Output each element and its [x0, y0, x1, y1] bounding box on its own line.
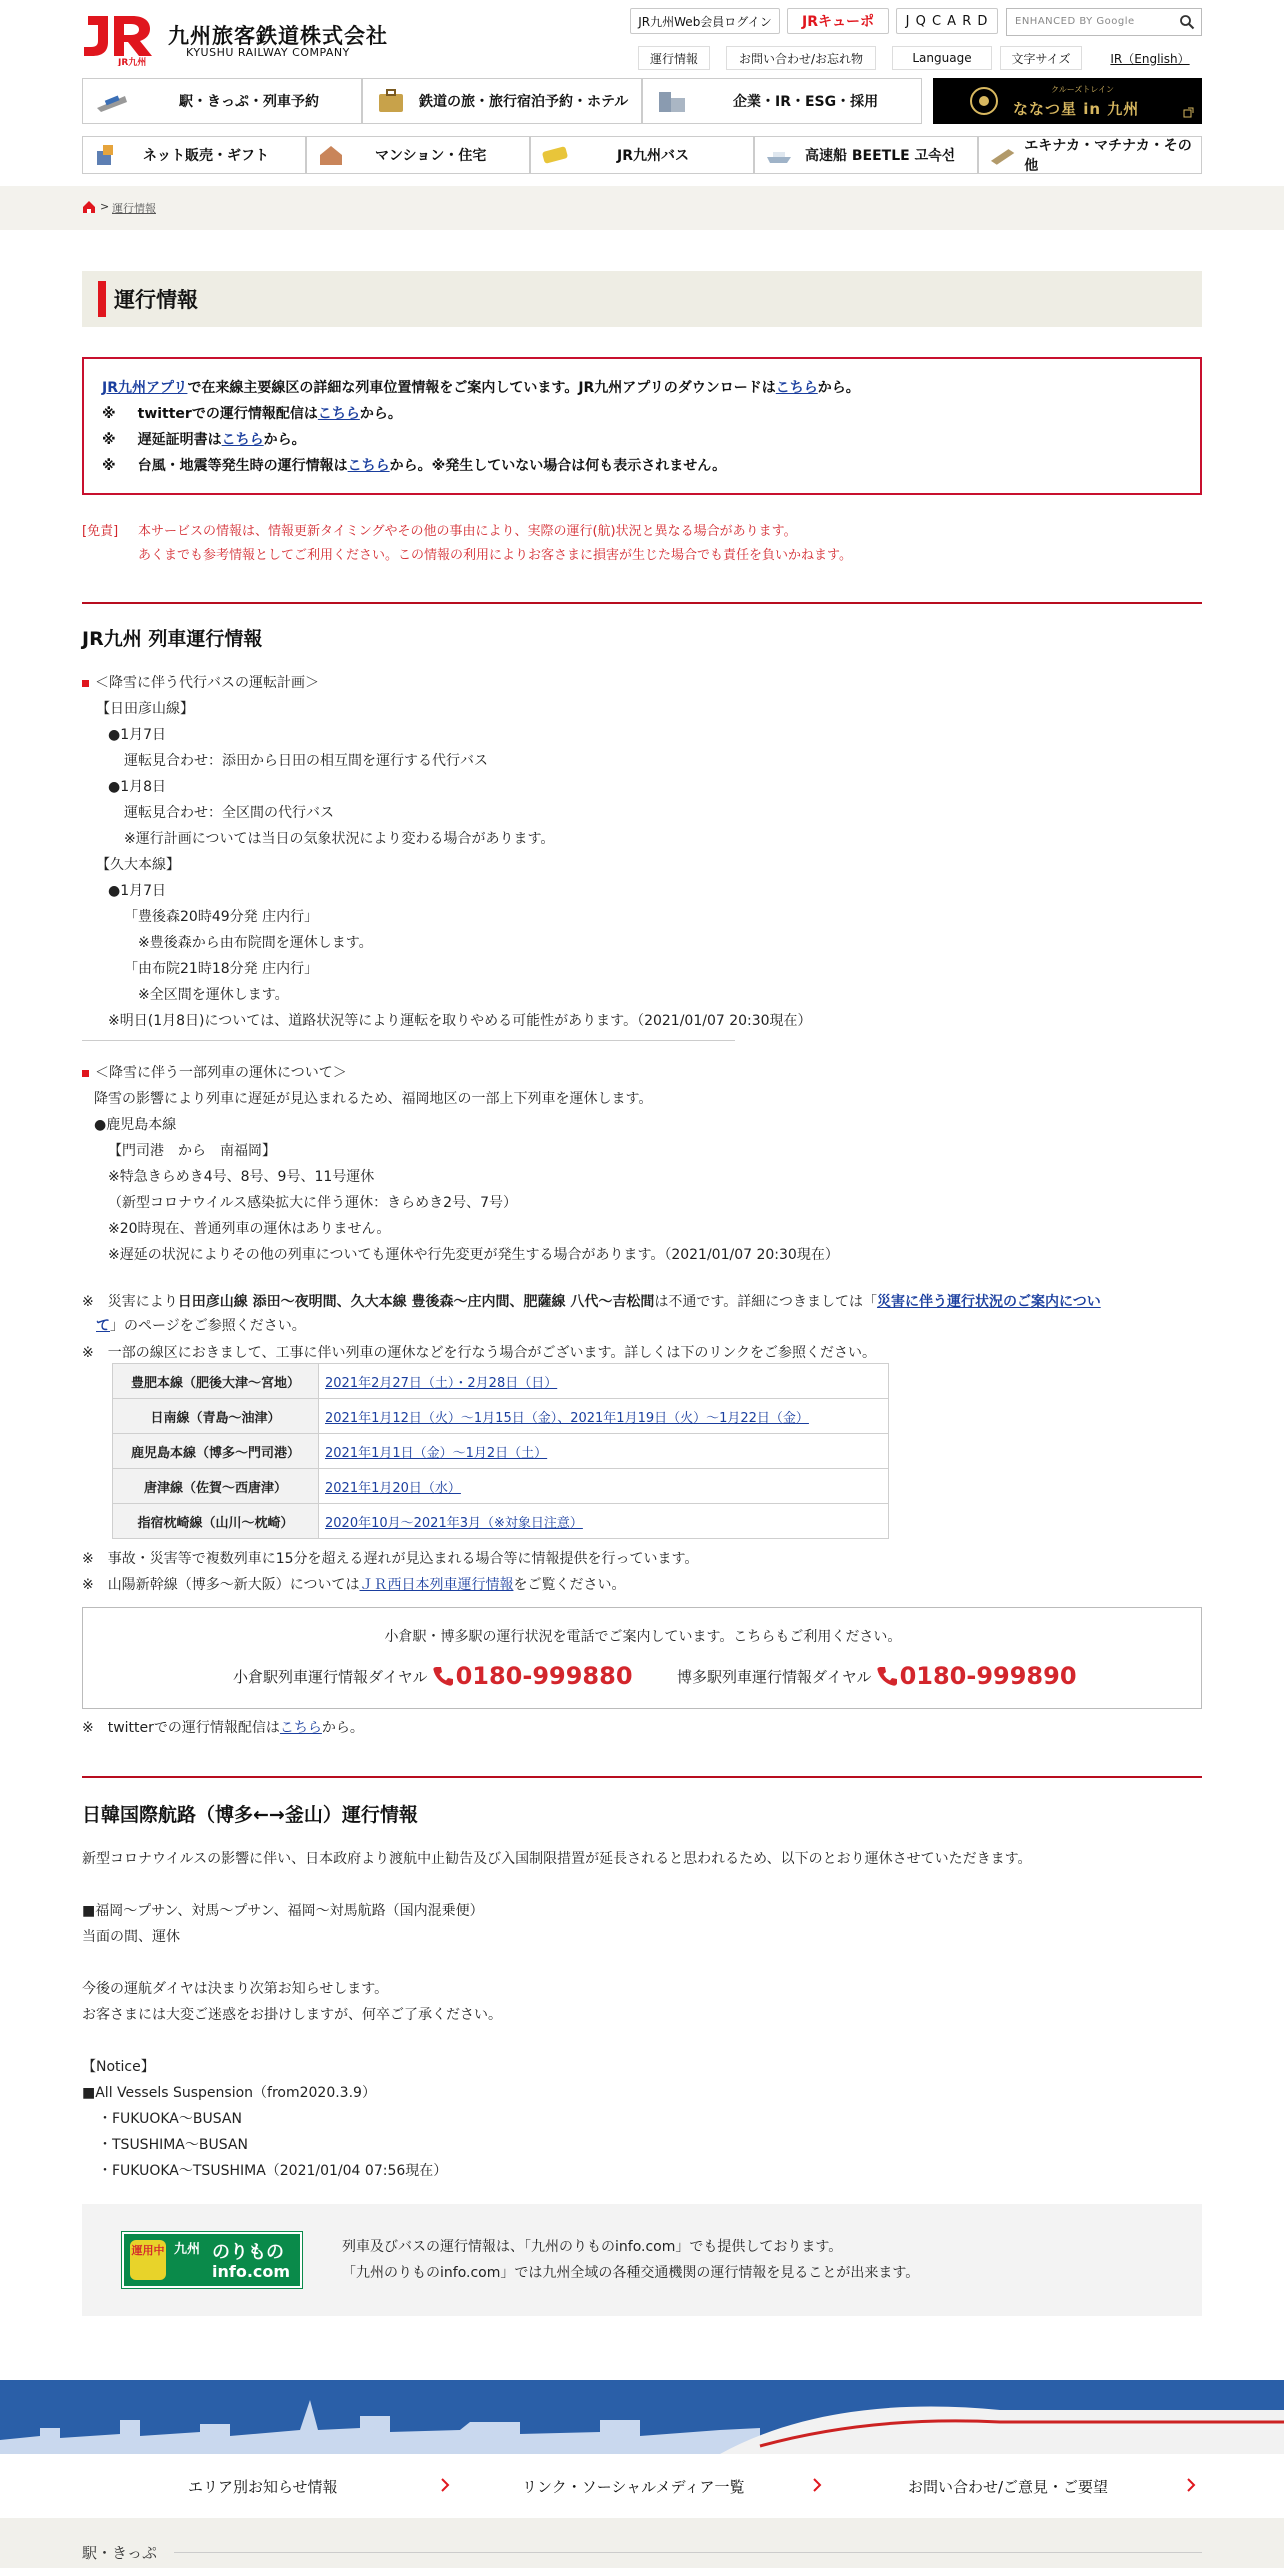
gift-icon	[93, 143, 121, 167]
cancellation-title: ＜降雪に伴う一部列車の運休について＞	[82, 1062, 347, 1082]
ferry-line: 【Notice】	[82, 2059, 155, 2075]
twitter-note: ※ twitterでの運行情報配信はこちらから。	[82, 1720, 364, 1736]
noriinfo-logo-top: 九州	[174, 2242, 201, 2257]
header-link-ir-english[interactable]: IR（English）	[1098, 46, 1202, 70]
table-row	[113, 1504, 889, 1539]
footer-sitemap	[0, 2518, 1284, 2568]
delay-certificate-link[interactable]: こちら	[221, 432, 264, 448]
table-row	[113, 1399, 889, 1434]
header-link-operation[interactable]: 運行情報	[638, 46, 710, 70]
suitcase-icon	[375, 88, 409, 114]
hakata-phone-number[interactable]: 0180-999890	[899, 1662, 1077, 1690]
nav-ekinaka[interactable]	[978, 136, 1202, 174]
notice-l1-end: から。	[817, 380, 860, 396]
noriinfo-logo-sub: info.com	[212, 2262, 291, 2281]
line-kagoshima: ●鹿児島本線	[94, 1117, 177, 1133]
breadcrumb	[0, 186, 1284, 230]
site-search-input[interactable]	[1006, 8, 1202, 36]
bus-icon	[541, 143, 569, 167]
accident-note: ※ 事故・災害等で複数列車に15分を超える遅れが見込まれる場合等に情報提供を行っています。	[82, 1551, 699, 1567]
breadcrumb-current[interactable]: 運行情報	[112, 202, 156, 215]
footer-divider	[174, 2552, 1202, 2553]
info-line: ※全区間を運休します。	[138, 987, 289, 1003]
nanatsuboshi-emblem-icon	[969, 86, 999, 116]
footer-link-social[interactable]: リンク・ソーシャルメディア一覧	[522, 2478, 745, 2496]
building-icon	[655, 88, 689, 114]
typhoon-info-link[interactable]: こちら	[347, 458, 390, 474]
ferry-line: ■福岡〜プサン、対馬〜プサン、福岡〜対馬航路（国内混乗便）	[82, 1903, 484, 1919]
nav-online-shop-label: ネット販売・ギフト	[143, 148, 269, 164]
info-line: ※20時現在、普通列車の運休はありません。	[108, 1221, 391, 1237]
table-line-name: 指宿枕崎線（山川～枕崎）	[113, 1504, 319, 1539]
search-icon[interactable]	[1179, 14, 1195, 30]
table-period-link[interactable]: 2021年1月20日（水）	[325, 1480, 461, 1496]
noriinfo-logo-main: のりもの	[212, 2242, 284, 2263]
header-link-font-size[interactable]: 文字サイズ	[1000, 46, 1082, 70]
chevron-right-icon	[1186, 2478, 1196, 2492]
info-line: ※遅延の状況によりその他の列車についても運休や行先変更が発生する場合があります。（2021/01/07 20:30現在）	[108, 1247, 839, 1263]
notice-l3-end: から。	[263, 432, 306, 448]
red-square-icon	[82, 1070, 89, 1077]
ferry-line: 今後の運航ダイヤは決まり次第お知らせします。	[82, 1981, 389, 1997]
title-accent	[98, 281, 106, 317]
info-line: 「豊後森20時49分発 庄内行」	[124, 909, 319, 925]
twitter-link-2[interactable]: こちら	[279, 1720, 322, 1736]
jr-kyushu-logo[interactable]	[82, 14, 156, 66]
breadcrumb-separator: >	[100, 200, 110, 213]
table-row	[113, 1364, 889, 1399]
notice-l4-text: 台風・地震等発生時の運行情報は	[137, 458, 348, 474]
kokura-phone-number[interactable]: 0180-999880	[455, 1662, 633, 1690]
logo-sub-text: JR九州	[118, 58, 147, 66]
table-line-name: 鹿児島本線（博多～門司港）	[113, 1434, 319, 1469]
info-separator	[82, 1040, 735, 1041]
noriinfo-line-1: 列車及びバスの運行情報は、「九州のりものinfo.com」でも提供しております。	[342, 2239, 843, 2255]
nav-beetle[interactable]	[754, 136, 978, 174]
nav-housing[interactable]	[306, 136, 530, 174]
footer-link-area-news[interactable]: エリア別お知らせ情報	[188, 2478, 338, 2496]
external-link-icon	[1183, 107, 1194, 118]
nav-online-shop[interactable]	[82, 136, 306, 174]
disclaimer-tag: [免責]	[82, 524, 119, 539]
table-row	[113, 1434, 889, 1469]
notice-l1-text: で在来線主要線区の詳細な列車位置情報をご案内しています。JR九州アプリのダウンロードは	[187, 380, 776, 396]
info-line: 降雪の影響により列車に遅延が見込まれるため、福岡地区の一部上下列車を運休します。	[94, 1091, 653, 1107]
header-link-language[interactable]: Language	[892, 46, 992, 70]
line-kyudai: 【久大本線】	[96, 857, 180, 873]
jqcard-button[interactable]: J Q C A R D	[896, 8, 998, 34]
company-name-en: KYUSHU RAILWAY COMPANY	[186, 46, 350, 59]
train-icon	[95, 88, 129, 114]
notice-l4-end: から。※発生していない場合は何も表示されません。	[389, 458, 727, 474]
notice-l2-end: から。	[359, 406, 402, 422]
nav-bus[interactable]	[530, 136, 754, 174]
ferry-line: ・FUKUOKA〜BUSAN	[98, 2111, 242, 2127]
nanatsuboshi-banner[interactable]	[933, 78, 1202, 124]
disaster-info-link-cont[interactable]: て	[96, 1318, 110, 1334]
section-divider	[82, 602, 1202, 604]
phone-icon	[432, 1665, 454, 1687]
noriinfo-line-2: 「九州のりものinfo.com」では九州全域の各種交通機関の運行情報を見ることが出来ます。	[342, 2265, 920, 2281]
nav-bus-label: JR九州バス	[617, 148, 689, 164]
red-square-icon	[82, 680, 89, 687]
info-line: 運転見合わせ：添田から日田の相互間を運行する代行バス	[124, 753, 488, 769]
notice-box	[82, 357, 1202, 495]
noriinfo-logo[interactable]	[122, 2232, 302, 2288]
chevron-right-icon	[812, 2478, 822, 2492]
nanatsuboshi-top: クルーズトレイン	[1051, 85, 1114, 94]
twitter-link[interactable]: こちら	[317, 406, 360, 422]
notice-mark: ※	[102, 458, 116, 474]
info-line: （新型コロナウイルス感染拡大に伴う運休：きらめき2号、7号）	[108, 1195, 517, 1211]
qpo-button[interactable]: JRキューポ	[787, 8, 889, 34]
noriinfo-badge: 運用中	[130, 2240, 166, 2280]
info-line: ※豊後森から由布院間を運休します。	[138, 935, 373, 951]
table-period-link[interactable]: 2021年1月1日（金）～1月2日（土）	[325, 1445, 548, 1461]
disclaimer-line-1: 本サービスの情報は、情報更新タイミングやその他の事由により、実際の運行(航)状況と異なる場合があります。	[138, 524, 797, 539]
jr-west-link[interactable]: ＪＲ西日本列車運行情報	[359, 1577, 514, 1593]
date-line: ●1月7日	[108, 727, 167, 743]
ferry-heading: 日韓国際航路（博多←→釜山）運行情報	[82, 1804, 418, 1826]
nav-station-ticket[interactable]	[82, 78, 362, 124]
nav-rail-travel[interactable]	[362, 78, 642, 124]
table-period-link[interactable]: 2021年1月12日（火）～1月15日（金）、2021年1月19日（火）～1月22日（金）	[325, 1410, 809, 1426]
page-title: 運行情報	[114, 288, 198, 312]
nav-housing-label: マンション・住宅	[375, 148, 487, 164]
construction-table	[112, 1363, 889, 1539]
member-login-button[interactable]: JR九州Web会員ログイン	[630, 8, 780, 34]
bus-plan-title: ＜降雪に伴う代行バスの運転計画＞	[82, 672, 319, 692]
notice-l2-text: twitterでの運行情報配信は	[137, 406, 318, 422]
ferry-line: 新型コロナウイルスの影響に伴い、日本政府より渡航中止勧告及び入国制限措置が延長されると思われるため、以下のとおり運休させていただきます。	[82, 1851, 1032, 1867]
info-line: 【門司港 から 南福岡】	[108, 1143, 276, 1159]
section-divider	[82, 1776, 1202, 1778]
table-row	[113, 1469, 889, 1504]
nav-beetle-label: 高速船 BEETLE 고속선	[805, 148, 956, 164]
works-note: ※ 一部の線区におきまして、工事に伴い列車の運休などを行なう場合がございます。詳しくは下のリンクをご参照ください。	[82, 1345, 877, 1361]
footer-sitemap-heading: 駅・きっぷ	[82, 2544, 158, 2562]
phone-icon	[876, 1665, 898, 1687]
footer-link-contact[interactable]: お問い合わせ/ご意見・ご要望	[908, 2478, 1109, 2496]
home-icon[interactable]	[82, 200, 96, 214]
city-skyline-illustration	[0, 2380, 1284, 2454]
phone-info-box	[82, 1607, 1202, 1709]
nav-rail-travel-label: 鉄道の旅・旅行宿泊予約・ホテル	[419, 94, 629, 110]
header-link-contact[interactable]: お問い合わせ/お忘れ物	[726, 46, 876, 70]
nanatsuboshi-title: ななつ星 in 九州	[1013, 100, 1140, 118]
nav-corporate-label: 企業・IR・ESG・採用	[733, 94, 879, 110]
date-line: ●1月8日	[108, 779, 167, 795]
house-icon	[317, 143, 345, 167]
line-hitahikosan: 【日田彦山線】	[96, 701, 194, 717]
notice-l3-text: 遅延証明書は	[137, 432, 222, 448]
chevron-right-icon	[440, 2478, 450, 2492]
info-line: 「由布院21時18分発 庄内行」	[124, 961, 319, 977]
app-download-link[interactable]: こちら	[775, 380, 818, 396]
ferry-line: お客さまには大変ご迷惑をお掛けしますが、何卒ご了承ください。	[82, 2007, 502, 2023]
ferry-line: ■All Vessels Suspension（from2020.3.9）	[82, 2085, 376, 2101]
table-period-link[interactable]: 2021年2月27日（土）・2月28日（日）	[325, 1375, 558, 1391]
info-line: 運転見合わせ：全区間の代行バス	[124, 805, 334, 821]
info-line: ※運行計画については当日の気象状況により変わる場合があります。	[124, 831, 555, 847]
notice-mark: ※	[102, 432, 116, 448]
nav-station-ticket-label: 駅・きっぷ・列車予約	[179, 94, 319, 110]
nav-ekinaka-label: エキナカ・マチナカ・その他	[1024, 138, 1192, 174]
kokura-phone: 小倉駅列車運行情報ダイヤル 0180-999880	[233, 1662, 633, 1690]
notice-mark: ※	[102, 406, 116, 422]
shopping-icon	[989, 143, 1016, 167]
nav-corporate[interactable]	[642, 78, 922, 124]
ferry-line: 当面の間、運休	[82, 1929, 180, 1945]
disclaimer-line-2: あくまでも参考情報としてご利用ください。この情報の利用によりお客さまに損害が生じた場合でも責任を負いかねます。	[138, 548, 852, 563]
disaster-info-link[interactable]: 災害に伴う運行状況のご案内につい	[876, 1294, 1101, 1310]
phone-intro: 小倉駅・博多駅の運行状況を電話でご案内しています。こちらもご利用ください。	[384, 1629, 902, 1645]
train-info-heading: JR九州 列車運行情報	[82, 628, 263, 650]
table-line-name: 日南線（青島～油津）	[113, 1399, 319, 1434]
search-placeholder: ENHANCED BY Google	[1015, 16, 1135, 27]
table-period-link[interactable]: 2020年10月～2021年3月（※対象日注意）	[325, 1515, 583, 1531]
jr-app-link[interactable]: JR九州アプリ	[102, 380, 188, 396]
ferry-line: ・FUKUOKA〜TSUSHIMA（2021/01/04 07:56現在）	[98, 2163, 448, 2179]
table-line-name: 唐津線（佐賀～西唐津）	[113, 1469, 319, 1504]
info-line: ※明日(1月8日)については、道路状況等により運転を取りやめる可能性があります。（2021/01/07 20:30現在）	[108, 1013, 812, 1029]
ship-icon	[765, 143, 793, 167]
date-line: ●1月7日	[108, 883, 167, 899]
ferry-line: ・TSUSHIMA〜BUSAN	[98, 2137, 248, 2153]
info-line: ※特急きらめき4号、8号、9号、11号運休	[108, 1169, 375, 1185]
sanyo-note: ※ 山陽新幹線（博多～新大阪）についてはＪＲ西日本列車運行情報をご覧ください。	[82, 1577, 626, 1593]
table-line-name: 豊肥本線（肥後大津～宮地）	[113, 1364, 319, 1399]
company-name-jp: 九州旅客鉄道株式会社	[168, 24, 388, 48]
page-title-bar	[82, 271, 1202, 327]
disaster-notice: ※ 災害により日田彦山線 添田～夜明間、久大本線 豊後森～庄内間、肥薩線 八代～吉松間は不通です。詳細につきましては「災害に伴う運行状況のご案内につい て」のページをご参照ください。	[82, 1294, 1101, 1334]
hakata-phone: 博多駅列車運行情報ダイヤル 0180-999890	[677, 1662, 1077, 1690]
